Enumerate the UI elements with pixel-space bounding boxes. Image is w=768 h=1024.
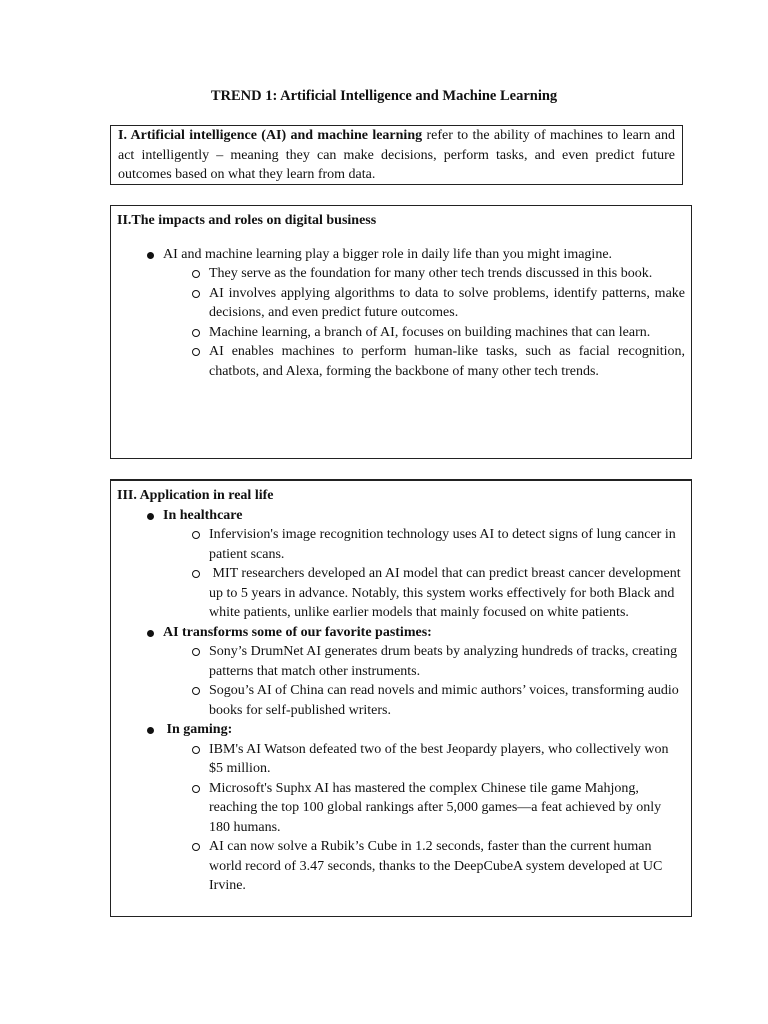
applications-item: [117, 837, 685, 896]
impacts-box: [110, 205, 692, 459]
impacts-heading: II.The impacts and roles on digital business: [117, 213, 377, 228]
filled-bullet-icon: [147, 630, 154, 637]
hollow-bullet-icon: [192, 843, 200, 851]
group-label-text: In healthcare: [163, 507, 243, 523]
applications-item: [117, 740, 685, 779]
impacts-subitem: [117, 342, 685, 381]
item-text: Microsoft's Suphx AI has mastered the complex Chinese tile game Mahjong, reaching the top 100 global rankings after 5,000 games—a feat achieved by only 180 humans.: [209, 780, 662, 835]
filled-bullet-icon: [147, 513, 154, 520]
filled-bullet-icon: [147, 727, 154, 734]
applications-item: [117, 564, 685, 623]
definition-lead: I. Artificial intelligence (AI) and machine learning: [118, 128, 423, 143]
item-text: AI can now solve a Rubik’s Cube in 1.2 seconds, faster than the current human world record of 3.47 seconds, thanks to the DeepCubeA system developed at UC Irvine.: [209, 839, 663, 893]
impacts-bullet: [117, 245, 685, 265]
hollow-bullet-icon: [192, 570, 200, 578]
group-label-text: AI transforms some of our favorite pastimes:: [163, 624, 432, 640]
hollow-bullet-icon: [192, 785, 200, 793]
item-text: IBM's AI Watson defeated two of the best Jeopardy players, who collectively won $5 million.: [209, 741, 669, 776]
hollow-bullet-icon: [192, 348, 200, 356]
impacts-subitem-text: Machine learning, a branch of AI, focuses on building machines that can learn.: [209, 324, 651, 340]
impacts-subitem: [117, 323, 685, 343]
applications-heading: III. Application in real life: [117, 488, 274, 503]
hollow-bullet-icon: [192, 270, 200, 278]
hollow-bullet-icon: [192, 329, 200, 337]
item-text: MIT researchers developed an AI model that can predict breast cancer development up to 5 years in advance. Notably, this system works effectively for both Black and white patients, unlike earlier models that mainly focused on white patients.: [209, 566, 685, 620]
applications-item: [117, 779, 685, 838]
item-text: Sogou’s AI of China can read novels and mimic authors’ voices, transforming audio books for self-published writers.: [209, 683, 679, 718]
hollow-bullet-icon: [192, 290, 200, 298]
applications-item: [117, 642, 685, 681]
impacts-subitem-text: They serve as the foundation for many other tech trends discussed in this book.: [209, 266, 653, 281]
applications-group-label: [117, 506, 685, 526]
impacts-subitem-text: AI involves applying algorithms to data to solve problems, identify patterns, make decisions, and even predict future outcomes.: [209, 285, 685, 320]
filled-bullet-icon: [147, 252, 154, 259]
impacts-bullet-text: AI and machine learning play a bigger role in daily life than you might imagine.: [163, 246, 613, 262]
group-label-text: In gaming:: [163, 722, 233, 737]
definition-paragraph: [118, 126, 675, 185]
definition-text: refer to the ability of machines to learn and act intelligently – meaning they can make decisions, perform tasks, and even predict future outcomes based on what they learn from data.: [118, 128, 676, 182]
page-title: TREND 1: Artificial Intelligence and Machine Learning: [210, 88, 558, 104]
applications-item: [117, 525, 685, 564]
item-text: Sony’s DrumNet AI generates drum beats by analyzing hundreds of tracks, creating patterns that match other instruments.: [209, 644, 678, 679]
applications-item: [117, 681, 685, 720]
hollow-bullet-icon: [192, 531, 200, 539]
impacts-subitem: [117, 264, 685, 284]
applications-list: [117, 506, 685, 896]
item-text: Infervision's image recognition technology uses AI to detect signs of lung cancer in patient scans.: [209, 527, 676, 562]
impacts-subitem: [117, 284, 685, 323]
impacts-subitem-text: AI enables machines to perform human-like tasks, such as facial recognition, chatbots, and Alexa, forming the backbone of many other tech trends.: [209, 344, 685, 379]
hollow-bullet-icon: [192, 648, 200, 656]
applications-group-label: [117, 623, 685, 643]
applications-group-label: [117, 720, 685, 740]
impacts-list: [117, 245, 685, 382]
definition-box: [110, 125, 683, 185]
hollow-bullet-icon: [192, 746, 200, 754]
applications-box: [110, 479, 692, 917]
hollow-bullet-icon: [192, 687, 200, 695]
